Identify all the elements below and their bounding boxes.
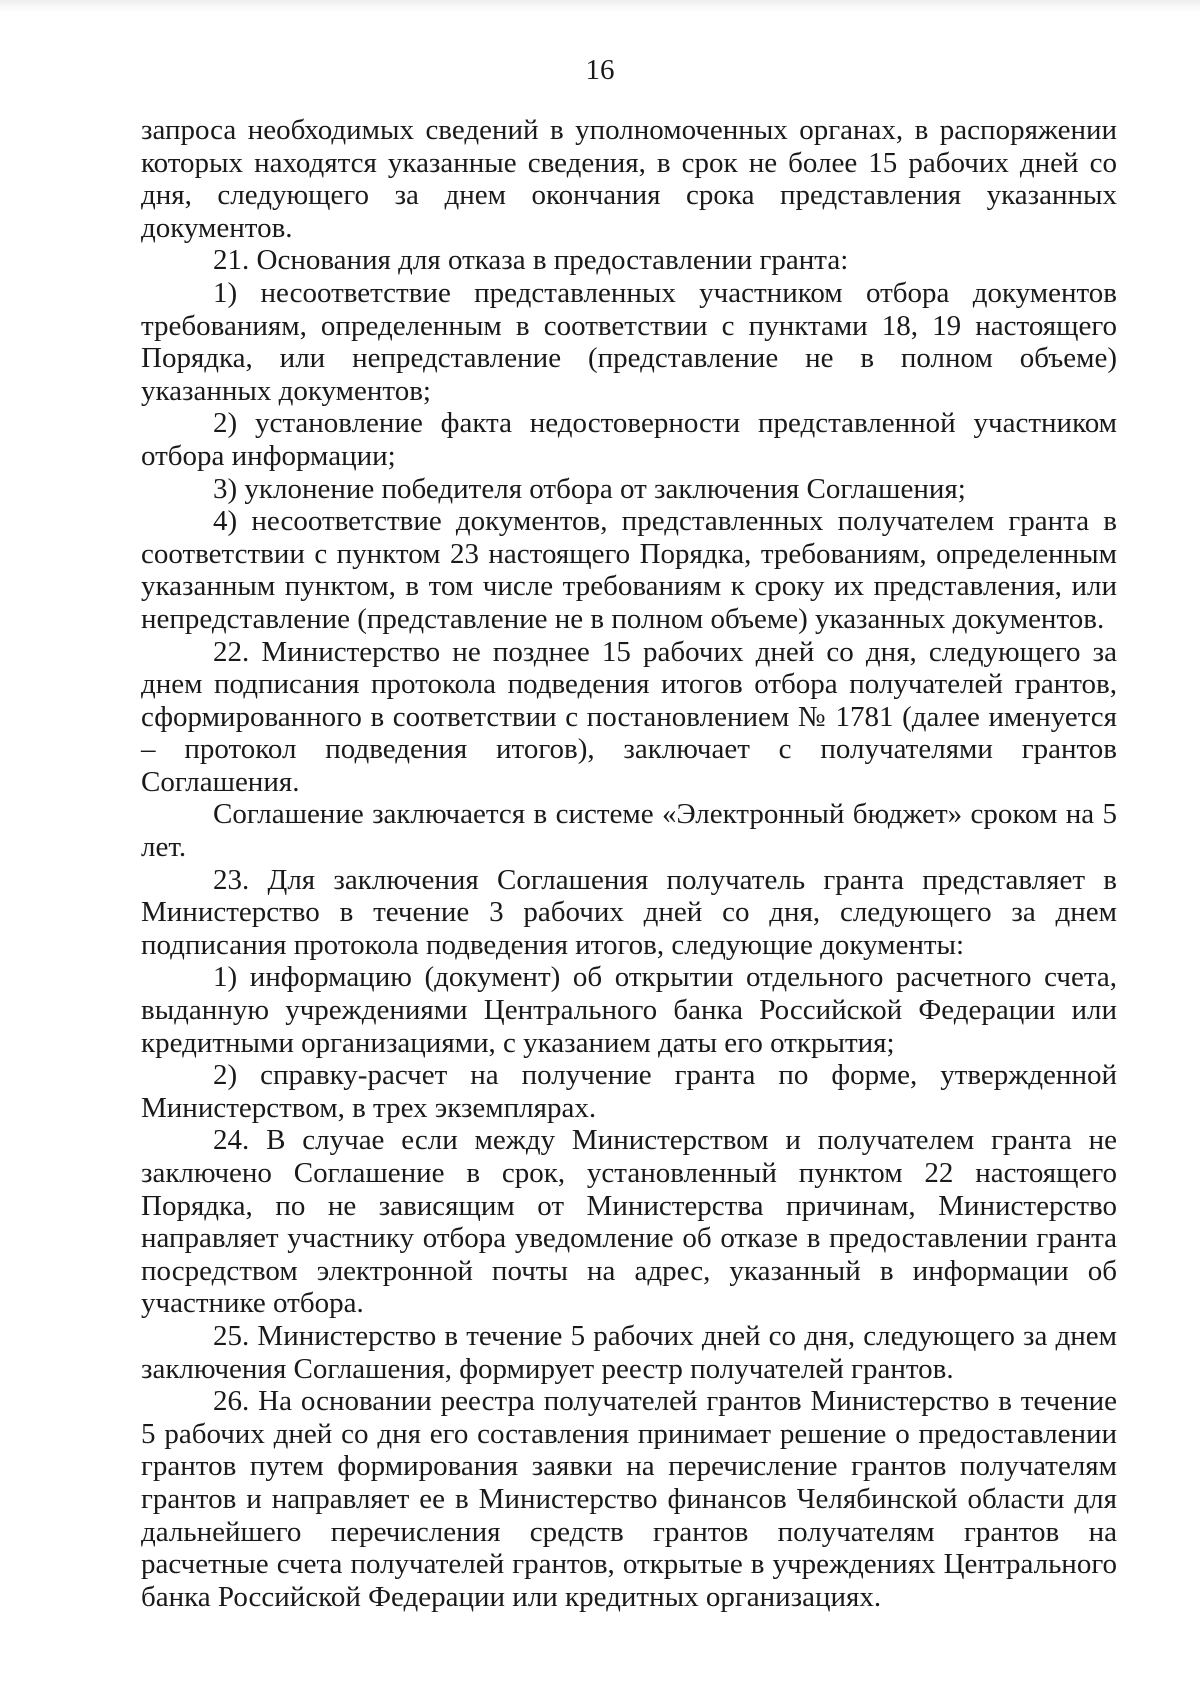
paragraph: 24. В случае если между Министерством и получателем гранта не заключено Соглашение в срок, установленный пунктом 22 настоящего Порядка, по не зависящим от Министерства причинам, Министерство направляет участнику отбора уведомление об отказе в предоставлении гранта посредством электронной почты на адрес, указанный в информации об участнике отбора.: [141, 1124, 1117, 1320]
paragraph: 2) установление факта недостоверности представленной участником отбора информации;: [141, 407, 1117, 472]
paragraph: 22. Министерство не позднее 15 рабочих дней со дня, следующего за днем подписания протокола подведения итогов отбора получателей грантов, сформированного в соответствии с постановлением № 1781 (далее именуется – протокол подведения итогов), заключает с получателями грантов Соглашения.: [141, 635, 1117, 798]
paragraph: 4) несоответствие документов, представленных получателем гранта в соответствии с пунктом 23 настоящего Порядка, требованиям, определенным указанным пунктом, в том числе требованиям к сроку их представления, или непредставление (представление не в полном объеме) указанных документов.: [141, 505, 1117, 635]
paragraph: 23. Для заключения Соглашения получатель гранта представляет в Министерство в течение 3 рабочих дней со дня, следующего за днем подписания протокола подведения итогов, следующие документы:: [141, 863, 1117, 961]
scan-edge: [0, 0, 1200, 14]
paragraph: Соглашение заключается в системе «Электронный бюджет» сроком на 5 лет.: [141, 798, 1117, 864]
paragraph: 1) несоответствие представленных участником отбора документов требованиям, определенным в соответствии с пунктами 18, 19 настоящего Порядка, или непредставление (представление не в полном объеме) указанных документов;: [141, 276, 1117, 407]
paragraph: 21. Основания для отказа в предоставлении гранта:: [213, 244, 849, 277]
paragraph: 2) справку-расчет на получение гранта по форме, утвержденной Министерством, в трех экземплярах.: [141, 1059, 1117, 1124]
paragraph: 3) уклонение победителя отбора от заключения Соглашения;: [213, 472, 966, 505]
paragraph: 1) информацию (документ) об открытии отдельного расчетного счета, выданную учреждениями Центрального банка Российской Федерации или кредитными организациями, с указанием даты его открытия;: [141, 961, 1117, 1059]
document-body: [141, 114, 1117, 1613]
paragraph: запроса необходимых сведений в уполномоченных органах, в распоряжении которых находятся указанные сведения, в срок не более 15 рабочих дней со дня, следующего за днем окончания срока представления указанных документов.: [141, 114, 1117, 244]
paragraph: 26. На основании реестра получателей грантов Министерство в течение 5 рабочих дней со дня его составления принимает решение о предоставлении грантов путем формирования заявки на перечисление грантов получателям грантов и направляет ее в Министерство финансов Челябинской области для дальнейшего перечисления средств грантов получателям грантов на расчетные счета получателей грантов, открытые в учреждениях Центрального банка Российской Федерации или кредитных организациях.: [141, 1385, 1117, 1613]
paragraph: 25. Министерство в течение 5 рабочих дней со дня, следующего за днем заключения Соглашения, формирует реестр получателей грантов.: [141, 1319, 1117, 1385]
page-number: 16: [585, 54, 615, 86]
